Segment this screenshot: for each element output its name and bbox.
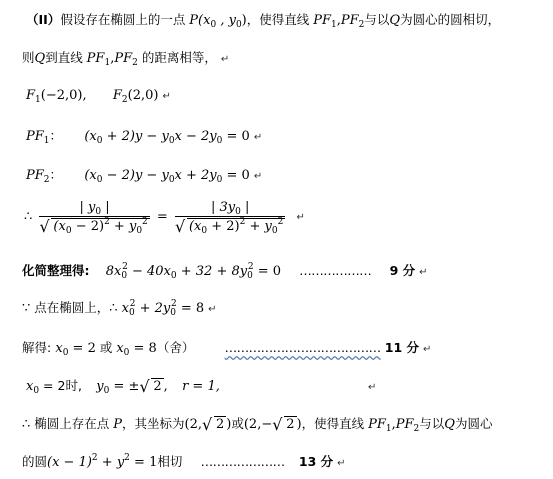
math: 2	[286, 417, 295, 432]
text: 或	[95, 340, 117, 355]
math: PF	[86, 51, 105, 66]
dotted-leader: …………………	[200, 454, 285, 469]
superscript: 2	[124, 453, 130, 463]
math: ,	[110, 51, 115, 66]
text: 为圆心	[454, 416, 493, 431]
line-assumption	[26, 10, 500, 28]
therefore-symbol: ∴	[24, 209, 33, 225]
subscript: 1	[104, 58, 111, 68]
subscript: 1	[385, 424, 392, 434]
math: PF	[114, 51, 133, 66]
subscript: 0	[96, 136, 103, 146]
math: PF	[340, 13, 359, 28]
subscript: 2	[121, 95, 128, 105]
text: 假设存在椭圆上的一点	[60, 12, 190, 27]
superscript: 2	[104, 217, 110, 227]
math: (x	[188, 219, 202, 234]
subscript: 1	[35, 95, 41, 105]
subscript: 0	[271, 226, 278, 236]
math: F	[26, 88, 36, 103]
superscript: 2	[247, 262, 254, 272]
math: = 1	[129, 455, 158, 470]
math: Q	[389, 13, 401, 28]
subscript: 2	[43, 175, 50, 185]
superscript: 2	[277, 217, 284, 227]
because-symbol: ∵	[22, 301, 31, 316]
subscript: 0	[62, 348, 69, 358]
math: )	[296, 417, 302, 432]
line-pf1-equation	[26, 126, 262, 144]
math: )	[226, 417, 232, 432]
subscript: 0	[65, 226, 72, 236]
math: = ±	[109, 379, 140, 394]
therefore-symbol: ∴	[109, 301, 118, 316]
subscript: 0	[121, 271, 128, 281]
text: 相切	[157, 454, 183, 469]
math: r = 1,	[182, 379, 220, 394]
math: 8x	[105, 264, 122, 279]
math: + y	[109, 219, 137, 234]
math: PF	[26, 129, 44, 144]
subscript: 0	[129, 308, 135, 318]
math: P(x	[189, 13, 211, 28]
math: = 2	[68, 341, 96, 356]
text: （舍）	[156, 340, 195, 355]
subscript: 1	[331, 20, 337, 30]
paragraph-mark: ↵	[337, 458, 346, 469]
text: 则	[22, 50, 35, 65]
equals-sign: =	[156, 209, 168, 225]
line-foci	[26, 88, 171, 103]
math: = 8	[129, 341, 157, 356]
subscript: 2	[413, 424, 420, 434]
subscript: 0	[170, 271, 177, 281]
subscript: 0	[170, 308, 176, 318]
dotted-leader: …………………………………	[224, 340, 381, 355]
text: = 2时,	[39, 378, 82, 393]
text: 与以	[419, 416, 445, 431]
line-equal-distance	[22, 48, 229, 66]
math: 2	[215, 417, 225, 432]
score-label: 9 分	[389, 263, 416, 278]
text: ：	[49, 167, 63, 182]
math: x	[51, 341, 63, 356]
subscript: 0	[123, 348, 130, 358]
subscript: 0	[33, 386, 40, 396]
math: (x − 1)	[47, 455, 92, 470]
subscript: 0	[95, 207, 102, 217]
text: 化简整理得:	[22, 263, 90, 278]
therefore-symbol: ∴	[22, 417, 31, 432]
subscript: 0	[103, 386, 110, 396]
paragraph-mark: ↵	[368, 382, 377, 393]
math: (x	[53, 219, 66, 234]
math: PF	[368, 417, 386, 432]
math: (x	[84, 129, 97, 144]
sqrt-symbol: √ 2	[139, 377, 162, 396]
math: PF	[313, 13, 332, 28]
subscript: 0	[168, 136, 175, 146]
superscript: 2	[91, 453, 98, 463]
math: + y	[245, 219, 272, 234]
line-solve	[22, 338, 431, 356]
math: (2,−	[243, 417, 273, 432]
math: x + 2y	[174, 168, 217, 183]
math: PF	[26, 168, 44, 183]
math: ,	[336, 13, 341, 28]
score-label: 11 分	[384, 340, 420, 355]
dotted-leader: ………………	[299, 263, 372, 278]
math: (2,0)	[127, 88, 159, 103]
text: 点在椭圆上，	[30, 300, 110, 315]
line-values	[26, 376, 376, 394]
paragraph-mark: ↵	[220, 54, 230, 65]
text: ：	[49, 128, 63, 143]
superscript: 2	[171, 299, 177, 309]
subscript: 0	[96, 175, 103, 185]
math: x	[117, 301, 130, 316]
math: , y	[216, 13, 236, 28]
paragraph-mark: ↵	[162, 91, 171, 102]
paragraph-mark: ↵	[253, 171, 263, 182]
math: Q	[34, 51, 46, 66]
score-label: 13 分	[298, 454, 334, 469]
paragraph-mark: ↵	[253, 132, 263, 143]
math: ,	[391, 417, 396, 432]
subscript: 0	[168, 175, 175, 185]
superscript: 2	[142, 217, 148, 227]
line-tangent-circle	[22, 452, 346, 470]
sqrt-symbol: √ $(x_0 + 2)^2 + y_0^2$	[174, 217, 284, 236]
math: + 2y	[135, 301, 171, 316]
math: + 32 + 8y	[176, 264, 248, 279]
math: PF	[395, 417, 414, 432]
subscript: 1	[43, 136, 50, 146]
math: − 2)	[71, 219, 105, 234]
paragraph-mark: ↵	[296, 211, 305, 223]
line-simplify	[22, 261, 428, 279]
text: 到直线	[45, 50, 87, 65]
math: − 40x	[127, 264, 171, 279]
subscript: 0	[235, 207, 241, 217]
superscript: 2	[122, 262, 128, 272]
subscript: 0	[216, 175, 223, 185]
math: F	[112, 88, 122, 103]
line-on-ellipse	[22, 298, 217, 316]
subscript: 2	[132, 58, 138, 68]
subscript: 0	[201, 226, 208, 236]
superscript: 2	[239, 217, 246, 227]
math: = 0	[222, 168, 250, 183]
math: − 2)y − y	[102, 168, 169, 183]
paragraph-mark: ↵	[423, 344, 432, 355]
text: 或	[231, 416, 244, 431]
math: | y	[79, 200, 96, 215]
math: x	[116, 341, 124, 356]
text: 椭圆上存在点	[30, 416, 114, 431]
paragraph-mark: ↵	[208, 304, 217, 315]
line-pf2-equation	[26, 165, 262, 183]
part-label: （II）	[26, 12, 61, 27]
math: + 2)	[207, 219, 240, 234]
math: x	[26, 379, 34, 394]
sqrt-symbol: √ $(x_0 - 2)^2 + y_0^2$	[39, 217, 148, 236]
line-distance-equation	[24, 200, 305, 234]
math: = 8	[176, 301, 205, 316]
math: ,	[163, 379, 168, 394]
superscript: 2	[129, 299, 136, 309]
sqrt-symbol: √ 2	[272, 415, 295, 434]
subscript: 0	[210, 20, 217, 30]
math: = 0	[253, 264, 282, 279]
subscript: 2	[358, 20, 365, 30]
paragraph-mark: ↵	[419, 267, 428, 278]
text: 为圆心的圆相切，	[400, 12, 501, 27]
text: 解得:	[22, 340, 52, 355]
subscript: 0	[136, 226, 143, 236]
math: (−2,0),	[40, 88, 87, 103]
subscript: 0	[235, 20, 242, 30]
math: (2,	[184, 417, 202, 432]
math: (x	[84, 168, 97, 183]
math: y	[96, 379, 104, 394]
line-conclusion	[22, 414, 492, 432]
math: = 0	[222, 129, 250, 144]
math: )	[241, 13, 247, 28]
math: | 3y	[210, 200, 236, 215]
text: ，其坐标为	[121, 416, 185, 431]
text: ，使得直线	[301, 416, 369, 431]
subscript: 0	[216, 136, 223, 146]
math: + 2)y − y	[102, 129, 169, 144]
subscript: 0	[247, 271, 253, 281]
text: ，使得直线	[246, 12, 314, 27]
math: |	[101, 200, 110, 215]
math: |	[240, 200, 250, 215]
math: + y	[97, 455, 125, 470]
sqrt-symbol: √ 2	[201, 415, 225, 434]
fraction-left	[39, 200, 149, 234]
math: P	[113, 417, 122, 432]
text: 与以	[364, 12, 390, 27]
fraction-right	[175, 200, 285, 234]
text: 的距离相等，	[137, 50, 217, 65]
math: x − 2y	[174, 129, 217, 144]
math: Q	[444, 417, 455, 432]
math: 2	[153, 379, 162, 394]
text: 的圆	[22, 454, 48, 469]
